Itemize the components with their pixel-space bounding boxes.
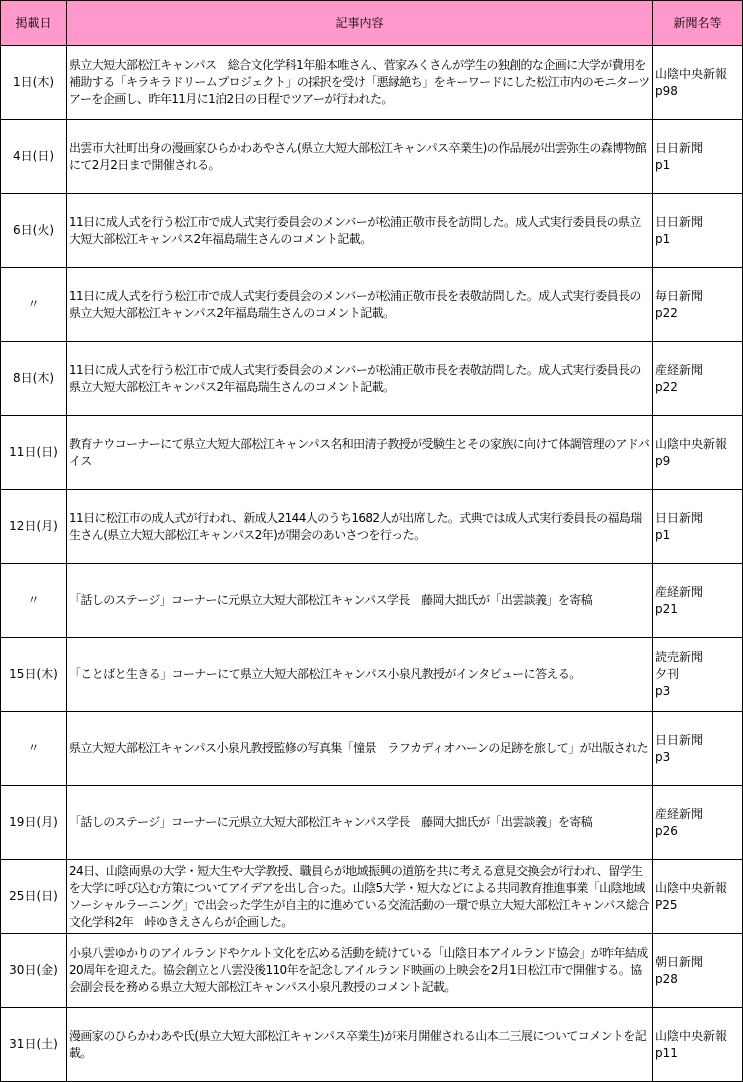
table-row <box>1 1008 743 1082</box>
row-paper <box>653 490 743 564</box>
row-date: 〃 <box>1 712 67 786</box>
row-date: 25日(日) <box>1 860 67 934</box>
row-content: 漫画家のひらかわあや氏(県立大短大部松江キャンパス卒業生)が来月開催される山本二三展についてコメントを記載。 <box>67 1008 653 1082</box>
row-paper <box>653 46 743 120</box>
row-paper <box>653 564 743 638</box>
table-row <box>1 638 743 712</box>
paper-name: 朝日新聞 <box>655 954 704 969</box>
row-paper <box>653 120 743 194</box>
table-row <box>1 194 743 268</box>
row-paper <box>653 638 743 712</box>
paper-page: p9 <box>655 453 671 468</box>
row-date: 6日(火) <box>1 194 67 268</box>
table-row <box>1 786 743 860</box>
row-content: 24日、山陰両県の大学・短大生や大学教授、職員らが地域振興の道筋を共に考える意見交換会が行われ、留学生を大学に呼び込む方策についてアイデアを出し合った。山陰5大学・短大などによる共同教育推進事業「山陰地域ソーシャルラーニング」で出会った学生が自主的に進めている交流活動の一環で県立大短大部松江キャンパス総合文化学科2年 峠ゆきえさんらが企画した。 <box>67 860 653 934</box>
paper-page: p26 <box>655 823 678 838</box>
row-content: 小泉八雲ゆかりのアイルランドやケルト文化を広める活動を続けている「山陰日本アイルランド協会」が昨年結成20周年を迎えた。協会創立と八雲没後110年を記念しアイルランド映画の上映会を2月1日松江市で開催する。協会副会長を務める県立大短大部松江キャンパス小泉凡教授のコメント記載。 <box>67 934 653 1008</box>
row-content: 教育ナウコーナーにて県立大短大部松江キャンパス名和田清子教授が受験生とその家族に向けて体調管理のアドバイス <box>67 416 653 490</box>
paper-name: 日日新聞 <box>655 510 704 525</box>
row-content: 11日に松江市の成人式が行われ、新成人2144人のうち1682人が出席した。式典では成人式実行委員長の福島瑞生さん(県立大短大部松江キャンパス2年)が開会のあいさつを行った。 <box>67 490 653 564</box>
row-paper <box>653 786 743 860</box>
row-content: 出雲市大社町出身の漫画家ひらかわあやさん(県立大短大部松江キャンパス卒業生)の作品展が出雲弥生の森博物館にて2月2日まで開催される。 <box>67 120 653 194</box>
paper-name: 山陰中央新報 <box>655 66 728 81</box>
paper-page: p98 <box>655 83 678 98</box>
paper-page: p3 <box>655 684 671 698</box>
row-content: 11日に成人式を行う松江市で成人式実行委員会のメンバーが松浦正敬市長を表敬訪問した。成人式実行委員長の県立大短大部松江キャンパス2年福島瑞生さんのコメント記載。 <box>67 342 653 416</box>
row-date: 30日(金) <box>1 934 67 1008</box>
table-row <box>1 416 743 490</box>
table-row <box>1 934 743 1008</box>
paper-page: p21 <box>655 601 678 616</box>
row-paper <box>653 342 743 416</box>
row-content: 県立大短大部松江キャンパス小泉凡教授監修の写真集「憧景 ラフカディオハーンの足跡を旅して」が出版された <box>67 712 653 786</box>
row-paper <box>653 1008 743 1082</box>
paper-page: P25 <box>655 897 678 912</box>
paper-page: p11 <box>655 1045 678 1060</box>
paper-page: p22 <box>655 305 678 320</box>
table-row <box>1 712 743 786</box>
table-row <box>1 564 743 638</box>
paper-page: p1 <box>655 231 671 246</box>
paper-name: 毎日新聞 <box>655 288 704 303</box>
paper-name: 山陰中央新報 <box>655 1028 728 1043</box>
row-paper <box>653 416 743 490</box>
row-date: 4日(日) <box>1 120 67 194</box>
paper-page: p1 <box>655 527 671 542</box>
paper-page: p3 <box>655 749 671 764</box>
paper-name: 日日新聞 <box>655 214 704 229</box>
header-paper: 新聞名等 <box>653 1 743 46</box>
table-row <box>1 342 743 416</box>
row-content: 「話しのステージ」コーナーに元県立大短大部松江キャンパス学長 藤岡大拙氏が「出雲談義」を寄稿 <box>67 564 653 638</box>
row-content: 県立大短大部松江キャンパス 総合文化学科1年船本唯さん、菅家みくさんが学生の独創的な企画に大学が費用を補助する「キラキラドリームプロジェクト」の採択を受け「悪縁絶ち」をキーワードにした松江市内のモニターツアーを企画し、昨年11月に1泊2日の日程でツアーが行われた。 <box>67 46 653 120</box>
header-date: 掲載日 <box>1 1 67 46</box>
header-row <box>1 1 743 46</box>
row-date: 15日(木) <box>1 638 67 712</box>
row-date: 8日(木) <box>1 342 67 416</box>
row-content: 「話しのステージ」コーナーに元県立大短大部松江キャンパス学長 藤岡大拙氏が「出雲談義」を寄稿 <box>67 786 653 860</box>
paper-name: 山陰中央新報 <box>655 436 728 451</box>
row-paper <box>653 712 743 786</box>
row-paper <box>653 860 743 934</box>
row-date: 1日(木) <box>1 46 67 120</box>
table-row <box>1 860 743 934</box>
table-row <box>1 268 743 342</box>
paper-page: p28 <box>655 971 678 986</box>
paper-page: p1 <box>655 157 671 172</box>
row-paper <box>653 194 743 268</box>
table-row <box>1 490 743 564</box>
row-content: 「ことばと生きる」コーナーにて県立大短大部松江キャンパス小泉凡教授がインタビューに答える。 <box>67 638 653 712</box>
paper-name: 日日新聞 <box>655 140 704 155</box>
paper-name: 日日新聞 <box>655 732 704 747</box>
paper-name: 読売新聞 夕刊 <box>655 650 704 681</box>
row-date: 〃 <box>1 268 67 342</box>
paper-name: 産経新聞 <box>655 806 704 821</box>
paper-name: 産経新聞 <box>655 584 704 599</box>
paper-name: 山陰中央新報 <box>655 880 728 895</box>
row-date: 〃 <box>1 564 67 638</box>
table-row <box>1 46 743 120</box>
table-row <box>1 120 743 194</box>
row-content: 11日に成人式を行う松江市で成人式実行委員会のメンバーが松浦正敬市長を訪問した。成人式実行委員長の県立大短大部松江キャンパス2年福島瑞生さんのコメント記載。 <box>67 194 653 268</box>
paper-page: p22 <box>655 379 678 394</box>
row-content: 11日に成人式を行う松江市で成人式実行委員会のメンバーが松浦正敬市長を表敬訪問した。成人式実行委員長の県立大短大部松江キャンパス2年福島瑞生さんのコメント記載。 <box>67 268 653 342</box>
paper-name: 産経新聞 <box>655 362 704 377</box>
row-date: 11日(日) <box>1 416 67 490</box>
row-date: 19日(月) <box>1 786 67 860</box>
row-paper <box>653 934 743 1008</box>
row-date: 12日(月) <box>1 490 67 564</box>
header-content: 記事内容 <box>67 1 653 46</box>
row-date: 31日(土) <box>1 1008 67 1082</box>
row-paper <box>653 268 743 342</box>
